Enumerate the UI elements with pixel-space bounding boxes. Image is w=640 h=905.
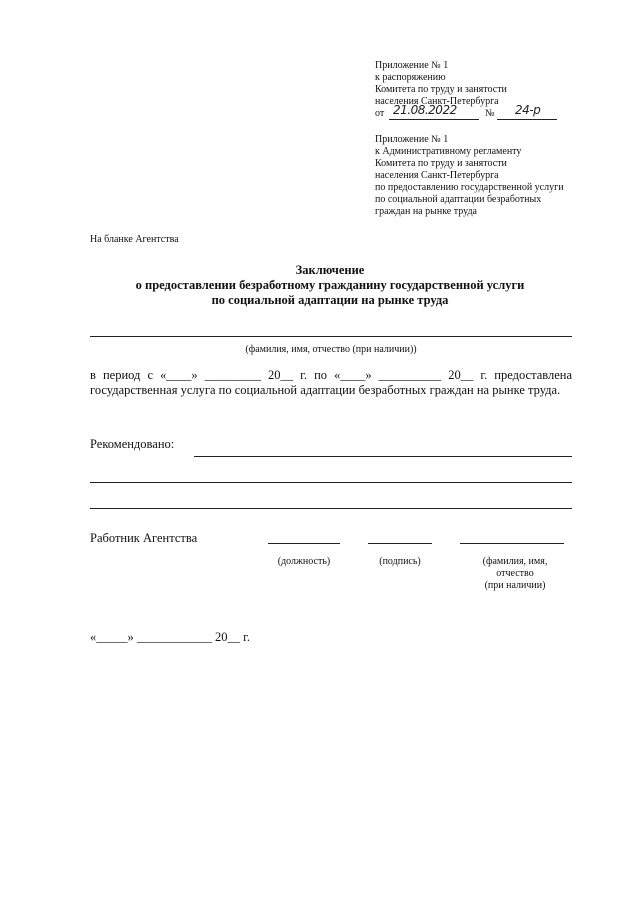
annex-2-line-4: населения Санкт-Петербурга: [375, 170, 499, 181]
recommended-line-3: [90, 508, 572, 509]
document-title-line-2: о предоставлении безработному гражданину государственной услуги: [135, 278, 525, 292]
position-line: [268, 543, 340, 544]
recommended-line-1: [194, 456, 572, 457]
citizen-name-line: [90, 336, 572, 337]
annex-1-block: [375, 60, 615, 122]
full-name-line: [460, 543, 564, 544]
number-label: №: [485, 108, 495, 119]
letterhead-note: На бланке Агентства: [90, 234, 179, 245]
annex-2-line-3: Комитета по труду и занятости: [375, 158, 507, 169]
full-name-caption-line-3: (при наличии): [484, 580, 546, 591]
annex-2-line-7: граждан на рынке труда: [375, 206, 477, 217]
date-underline: [389, 119, 479, 120]
annex-2-line-1: Приложение № 1: [375, 134, 449, 145]
service-period-paragraph: в период с «____» _________ 20__ г. по «____» __________ 20__ г. предоставлена государственная услуга по социальной адаптации безработных граждан на рынке труда.: [90, 368, 572, 397]
annex-1-line-1: Приложение № 1: [375, 60, 449, 71]
annex-1-date-row: [375, 103, 615, 122]
full-name-caption-line-2: отчество: [496, 568, 534, 579]
from-label: от: [375, 108, 385, 119]
worker-label: Работник Агентства: [90, 531, 198, 545]
document-title-line-3: по социальной адаптации на рынке труда: [211, 293, 449, 307]
handwritten-date: 21.08.2022: [393, 103, 457, 117]
annex-2-line-6: по социальной адаптации безработных: [375, 194, 542, 205]
position-caption: (должность): [277, 556, 331, 567]
signature-caption: (подпись): [379, 556, 421, 567]
annex-2-block: [375, 134, 615, 218]
handwritten-number: 24-р: [515, 103, 541, 117]
full-name-caption: [460, 556, 570, 592]
signature-line: [368, 543, 432, 544]
annex-2-line-2: к Административному регламенту: [375, 146, 522, 157]
citizen-name-caption: (фамилия, имя, отчество (при наличии)): [245, 344, 417, 355]
annex-1-line-4: населения Санкт-Петербурга: [375, 96, 499, 107]
recommended-label: Рекомендовано:: [90, 437, 175, 451]
full-name-caption-line-1: (фамилия, имя,: [482, 556, 548, 567]
annex-1-line-3: Комитета по труду и занятости: [375, 84, 507, 95]
annex-1-line-2: к распоряжению: [375, 72, 446, 83]
document-date-line: «_____» ____________ 20__ г.: [90, 630, 250, 644]
number-underline: [497, 119, 557, 120]
annex-2-line-5: по предоставлению государственной услуги: [375, 182, 564, 193]
recommended-line-2: [90, 482, 572, 483]
document-title-line-1: Заключение: [295, 263, 365, 277]
